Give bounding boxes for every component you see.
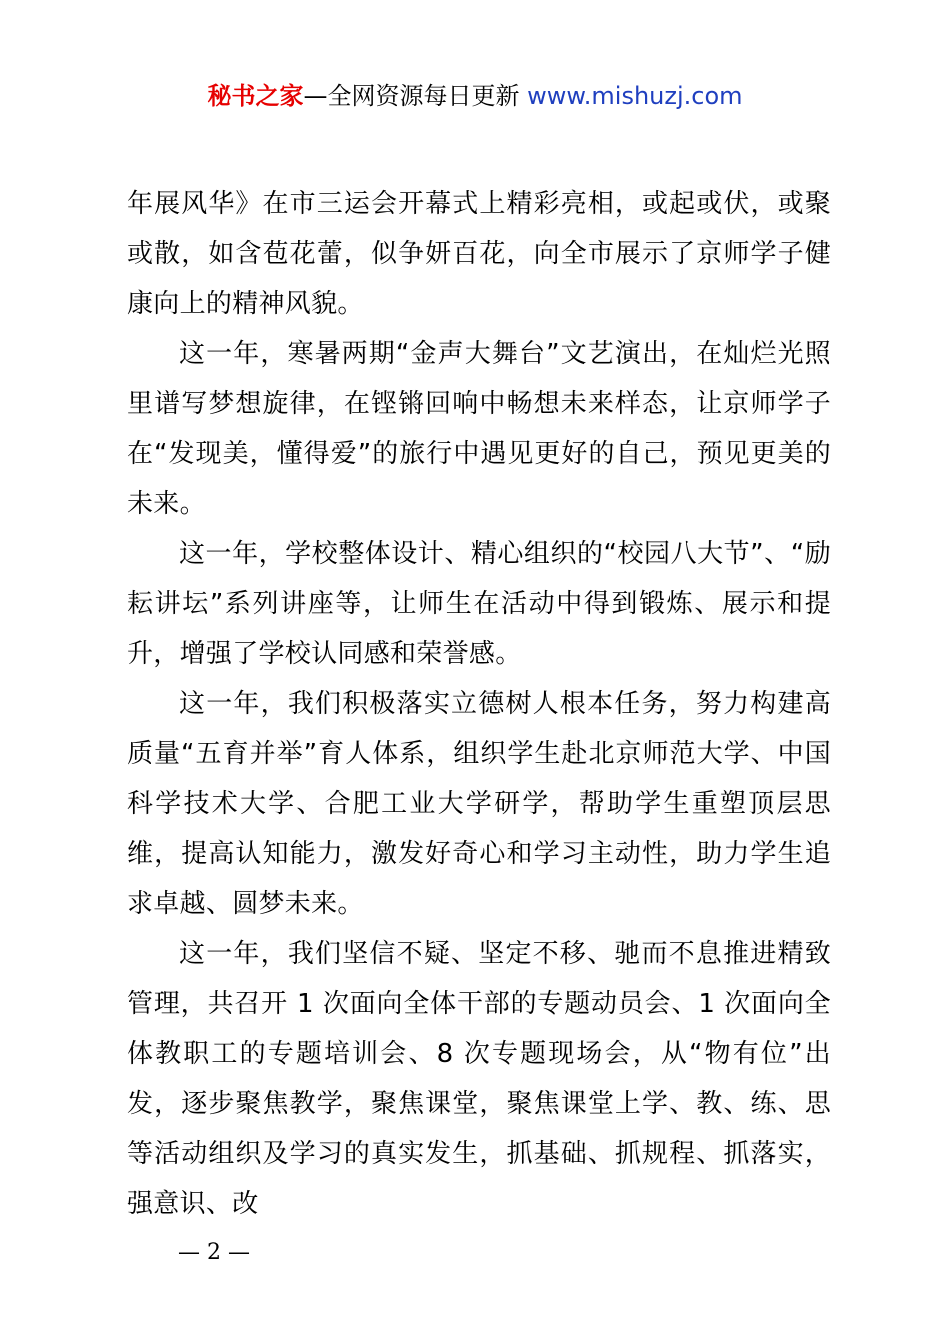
paragraph: 这一年，我们积极落实立德树人根本任务，努力构建高质量“五育并举”育人体系，组织学生赴北京师范大学、中国科学技术大学、合肥工业大学研学，帮助学生重塑顶层思维，提高认知能力，激发好奇心和学习主动性，助力学生追求卓越、圆梦未来。: [127, 689, 831, 919]
paragraph: 这一年，我们坚信不疑、坚定不移、驰而不息推进精致管理，共召开 1 次面向全体干部的专题动员会、1 次面向全体教职工的专题培训会、8 次专题现场会，从“物有位”出发，逐步聚焦教学，聚焦课堂，聚焦课堂上学、教、练、思等活动组织及学习的真实发生，抓基础、抓规程、抓落实，强意识、改: [127, 939, 831, 1219]
paragraph-continued: 年展风华》在市三运会开幕式上精彩亮相，或起或伏，或聚或散，如含苞花蕾，似争妍百花，向全市展示了京师学子健康向上的精神风貌。: [127, 189, 831, 319]
document-body: [127, 179, 831, 1229]
site-url-link[interactable]: www.mishuzj.com: [527, 82, 743, 110]
paragraph: 这一年，学校整体设计、精心组织的“校园八大节”、“励耘讲坛”系列讲座等，让师生在活动中得到锻炼、展示和提升，增强了学校认同感和荣誉感。: [127, 539, 831, 669]
site-header: [0, 80, 950, 112]
site-brand: 秘书之家: [207, 82, 304, 110]
site-tagline: —全网资源每日更新: [303, 82, 520, 110]
page-number: — 2 —: [178, 1240, 250, 1265]
paragraph: 这一年，寒暑两期“金声大舞台”文艺演出，在灿烂光照里谱写梦想旋律，在铿锵回响中畅想未来样态，让京师学子在“发现美，懂得爱”的旅行中遇见更好的自己，预见更美的未来。: [127, 339, 831, 519]
